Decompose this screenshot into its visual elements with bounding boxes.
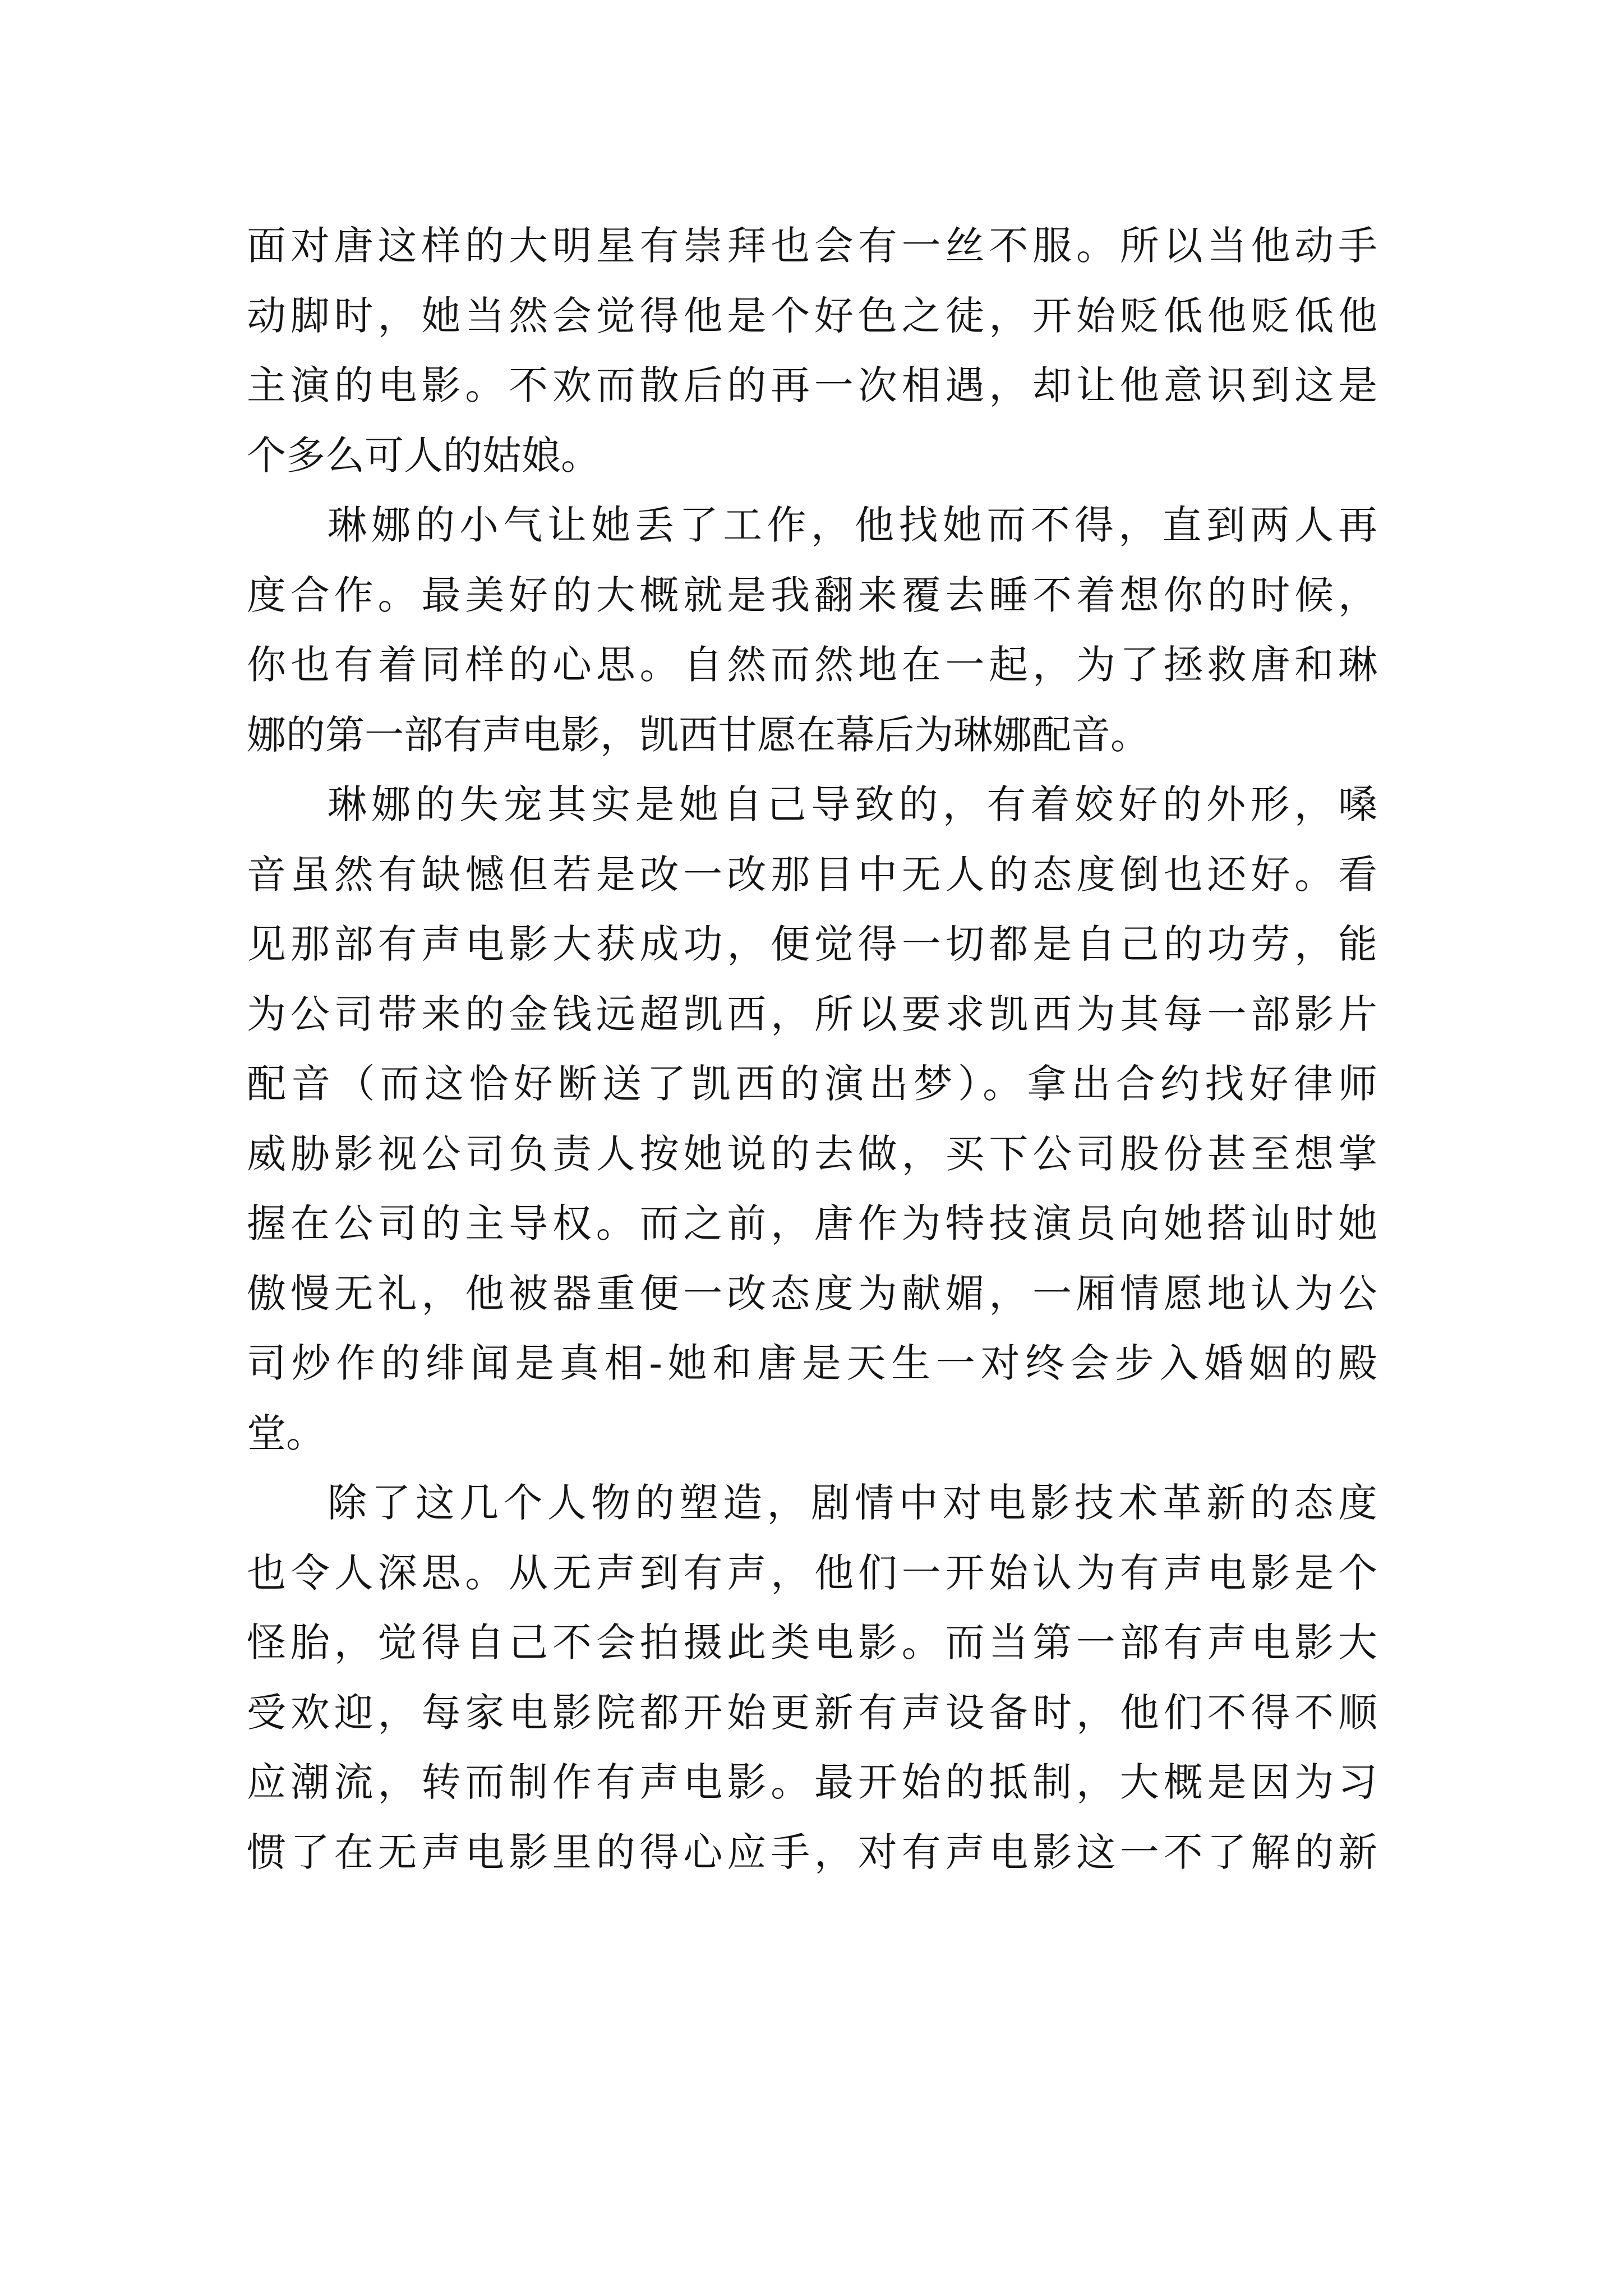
- text-line: 也令人深思。从无声到有声，他们一开始认为有声电影是个: [247, 1549, 1377, 1596]
- text-line: 威胁影视公司负责人按她说的去做，买下公司股份甚至想掌: [247, 1130, 1377, 1177]
- text-line: 除了这几个人物的塑造，剧情中对电影技术革新的态度: [328, 1480, 1377, 1526]
- text-line: 惯了在无声电影里的得心应手，对有声电影这一不了解的新: [247, 1829, 1377, 1875]
- text-line: 琳娜的小气让她丢了工作，他找她而不得，直到两人再: [328, 502, 1377, 548]
- text-line: 音虽然有缺憾但若是改一改那目中无人的态度倒也还好。看: [247, 851, 1377, 898]
- text-line: 握在公司的主导权。而之前，唐作为特技演员向她搭讪时她: [247, 1200, 1377, 1246]
- paragraph: [247, 770, 1377, 1468]
- text-line: 傲慢无礼，他被器重便一改态度为献媚，一厢情愿地认为公: [247, 1270, 1377, 1317]
- paragraph: [247, 490, 1377, 770]
- document-body: [247, 211, 1377, 1887]
- text-line: 琳娜的失宠其实是她自己导致的，有着姣好的外形，嗓: [328, 781, 1377, 827]
- text-line: 个多么可人的姑娘。: [247, 432, 600, 478]
- text-line: 见那部有声电影大获成功，便觉得一切都是自己的功劳，能: [247, 921, 1377, 967]
- text-line: 为公司带来的金钱远超凯西，所以要求凯西为其每一部影片: [247, 991, 1377, 1037]
- text-line: 受欢迎，每家电影院都开始更新有声设备时，他们不得不顺: [247, 1689, 1377, 1736]
- paragraph: [247, 211, 1377, 490]
- text-line: 配音（而这恰好断送了凯西的演出梦）。拿出合约找好律师: [247, 1061, 1377, 1107]
- text-line: 主演的电影。不欢而散后的再一次相遇，却让他意识到这是: [247, 362, 1377, 408]
- text-line: 应潮流，转而制作有声电影。最开始的抵制，大概是因为习: [247, 1759, 1377, 1805]
- paragraph: [247, 1468, 1377, 1887]
- text-line: 面对唐这样的大明星有崇拜也会有一丝不服。所以当他动手: [247, 223, 1377, 269]
- text-line: 你也有着同样的心思。自然而然地在一起，为了拯救唐和琳: [247, 642, 1377, 688]
- text-line: 怪胎，觉得自己不会拍摄此类电影。而当第一部有声电影大: [247, 1619, 1377, 1665]
- text-line: 动脚时，她当然会觉得他是个好色之徒，开始贬低他贬低他: [247, 292, 1377, 339]
- text-line: 娜的第一部有声电影，凯西甘愿在幕后为琳娜配音。: [247, 711, 1150, 758]
- text-line: 堂。: [247, 1410, 325, 1456]
- text-line: 司炒作的绯闻是真相-她和唐是天生一对终会步入婚姻的殿: [247, 1340, 1377, 1386]
- text-line: 度合作。最美好的大概就是我翻来覆去睡不着想你的时候，: [247, 572, 1377, 618]
